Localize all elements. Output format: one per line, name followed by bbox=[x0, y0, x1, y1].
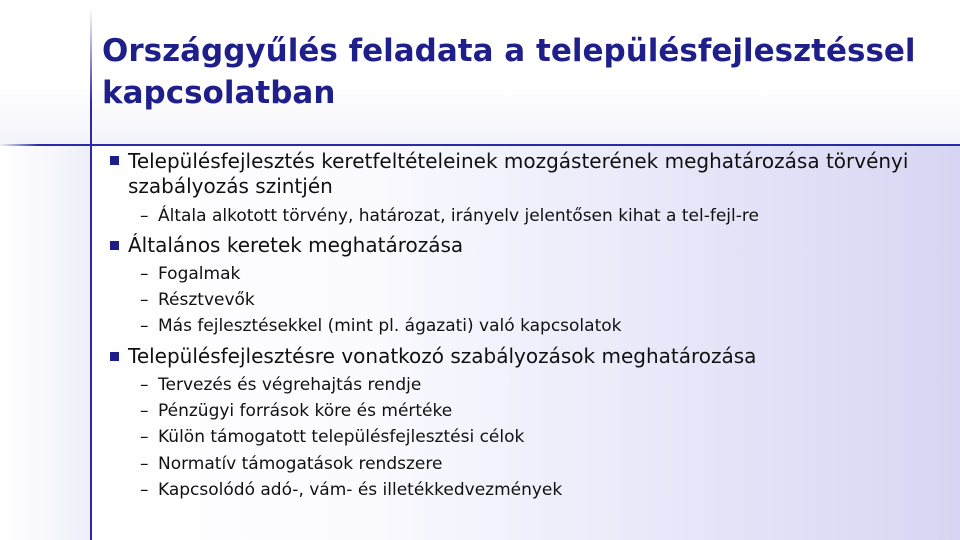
sub-bullet-dash: – bbox=[140, 290, 149, 310]
sub-bullet-dash: – bbox=[140, 427, 149, 447]
sub-item-2-2: Résztvevők bbox=[158, 290, 255, 310]
horizontal-accent-line bbox=[0, 144, 960, 146]
sub-bullet-dash: – bbox=[140, 375, 149, 395]
bullet-item-3: Településfejlesztésre vonatkozó szabályozások meghatározása bbox=[128, 344, 757, 368]
bullet-square-icon bbox=[110, 156, 119, 165]
sub-bullet-dash: – bbox=[140, 401, 149, 421]
sub-item-3-5: Kapcsolódó adó-, vám- és illetékkedvezmények bbox=[158, 480, 563, 500]
bullet-square-icon bbox=[110, 241, 119, 250]
sub-item-3-3: Külön támogatott településfejlesztési célok bbox=[158, 427, 525, 447]
sub-bullet-dash: – bbox=[140, 316, 149, 336]
sub-bullet-dash: – bbox=[140, 264, 149, 284]
sub-bullet-dash: – bbox=[140, 480, 149, 500]
sub-bullet-dash: – bbox=[140, 206, 149, 226]
sub-item-2-1: Fogalmak bbox=[158, 264, 241, 284]
sub-bullet-dash: – bbox=[140, 454, 149, 474]
slide-title: Országgyűlés feladata a településfejlesztéssel kapcsolatban bbox=[102, 33, 916, 111]
sub-item-2-3: Más fejlesztésekkel (mint pl. ágazati) való kapcsolatok bbox=[158, 316, 622, 336]
bullet-item-2: Általános keretek meghatározása bbox=[128, 233, 464, 257]
bullet-item-1: Településfejlesztés keretfeltételeinek mozgásterének meghatározása törvényi szabályozás szintjén bbox=[128, 149, 909, 198]
sub-item-3-2: Pénzügyi források köre és mértéke bbox=[158, 401, 453, 421]
vertical-accent-line bbox=[90, 8, 92, 540]
sub-item-3-4: Normatív támogatások rendszere bbox=[158, 454, 443, 474]
sub-item-1-1: Általa alkotott törvény, határozat, irányelv jelentősen kihat a tel-fejl-re bbox=[158, 206, 759, 226]
sub-item-3-1: Tervezés és végrehajtás rendje bbox=[158, 375, 422, 395]
bullet-square-icon bbox=[110, 352, 119, 361]
